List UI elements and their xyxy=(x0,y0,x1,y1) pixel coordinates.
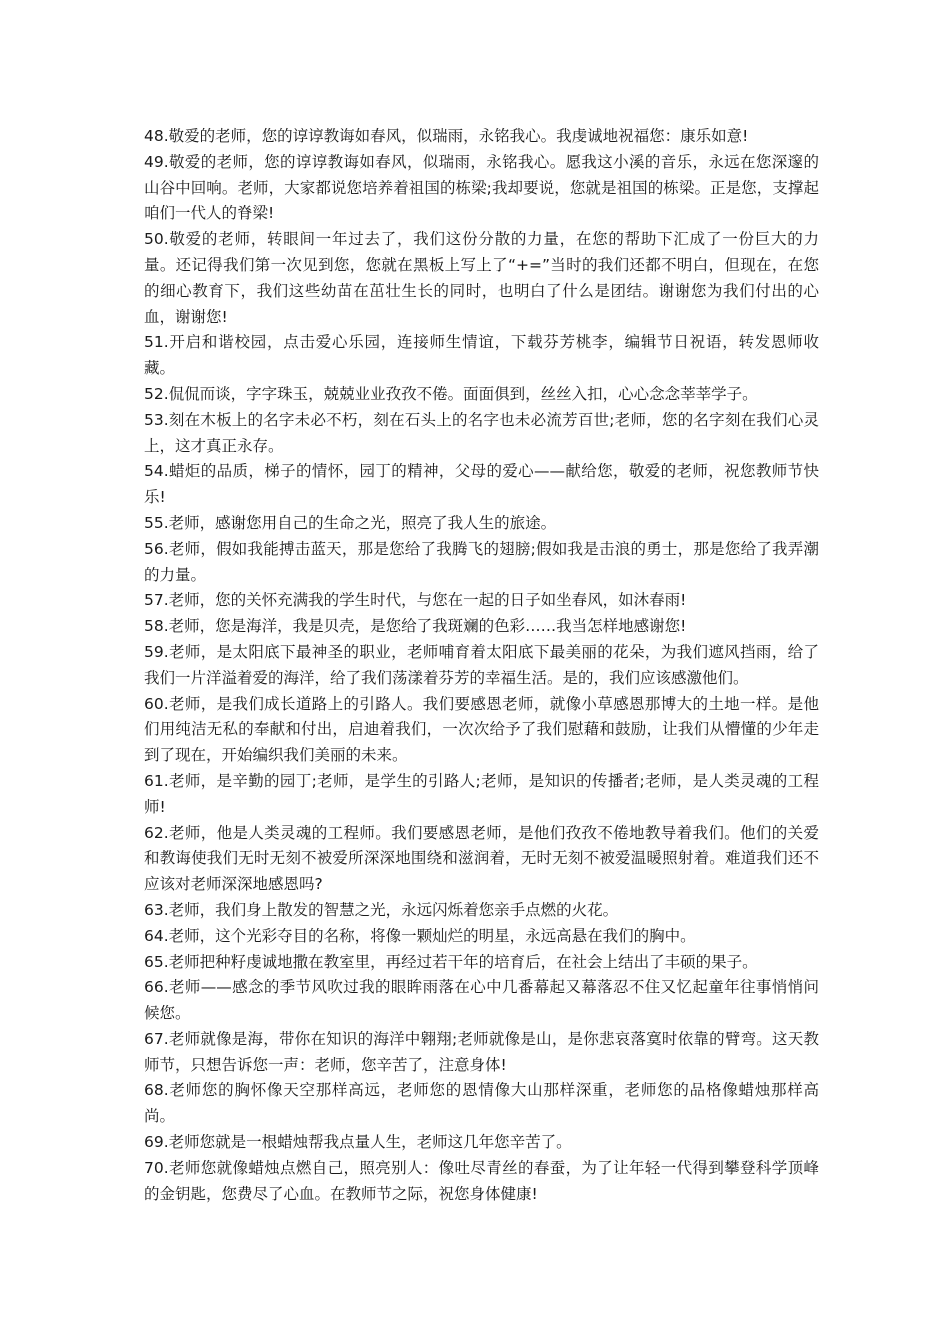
entry-55: 55.老师，感谢您用自己的生命之光，照亮了我人生的旅途。 xyxy=(144,513,557,532)
entry-63: 63.老师，我们身上散发的智慧之光，永远闪烁着您亲手点燃的火花。 xyxy=(144,900,619,919)
entry-70: 70.老师您就像蜡烛点燃自己，照亮别人：像吐尽青丝的春蚕，为了让年轻一代得到攀登科学顶峰的金钥匙，您费尽了心血。在教师节之际，祝您身体健康! xyxy=(144,1158,819,1203)
entry-69: 69.老师您就是一根蜡烛帮我点量人生，老师这几年您辛苦了。 xyxy=(144,1133,572,1152)
entry-53: 53.刻在木板上的名字未必不朽，刻在石头上的名字也未必流芳百世;老师，您的名字刻在我们心灵上，这才真正永存。 xyxy=(144,410,819,455)
entry-51: 51.开启和谐校园，点击爱心乐园，连接师生情谊，下载芬芳桃李，编辑节日祝语，转发恩师收藏。 xyxy=(144,333,819,378)
entry-64: 64.老师，这个光彩夺目的名称，将像一颗灿烂的明星，永远高悬在我们的胸中。 xyxy=(144,926,696,945)
document-body xyxy=(144,124,819,1207)
entry-57: 57.老师，您的关怀充满我的学生时代，与您在一起的日子如坐春风，如沐春雨! xyxy=(144,591,687,610)
entry-50: 50.敬爱的老师，转眼间一年过去了，我们这份分散的力量，在您的帮助下汇成了一份巨大的力量。还记得我们第一次见到您，您就在黑板上写上了“+=”当时的我们还都不明白，但现在，在您的细心教育下，我们这些幼苗在茁壮生长的同时，也明白了什么是团结。谢谢您为我们付出的心血，谢谢您! xyxy=(144,230,819,326)
entry-56: 56.老师，假如我能搏击蓝天，那是您给了我腾飞的翅膀;假如我是击浪的勇士，那是您给了我弄潮的力量。 xyxy=(144,539,819,584)
entry-54: 54.蜡炬的品质，梯子的情怀，园丁的精神，父母的爱心——献给您，敬爱的老师，祝您教师节快乐! xyxy=(144,462,819,507)
entry-59: 59.老师，是太阳底下最神圣的职业，老师哺育着太阳底下最美丽的花朵，为我们遮风挡雨，给了我们一片洋溢着爱的海洋，给了我们荡漾着芬芳的幸福生活。是的，我们应该感激他们。 xyxy=(144,642,819,687)
entry-67: 67.老师就像是海，带你在知识的海洋中翱翔;老师就像是山，是你悲哀落寞时依靠的臂弯。这天教师节，只想告诉您一声：老师，您辛苦了，注意身体! xyxy=(144,1029,819,1074)
entry-65: 65.老师把种籽虔诚地撒在教室里，再经过若干年的培育后，在社会上结出了丰硕的果子。 xyxy=(144,952,758,971)
entry-60: 60.老师，是我们成长道路上的引路人。我们要感恩老师，就像小草感恩那博大的土地一样。是他们用纯洁无私的奉献和付出，启迪着我们，一次次给予了我们慰藉和鼓励，让我们从懵懂的少年走到了现在，开始编织我们美丽的未来。 xyxy=(144,694,819,765)
entry-62: 62.老师，他是人类灵魂的工程师。我们要感恩老师，是他们孜孜不倦地教导着我们。他们的关爱和教诲使我们无时无刻不被爱所深深地围绕和滋润着，无时无刻不被爱温暖照射着。难道我们还不应该对老师深深地感恩吗? xyxy=(144,823,819,894)
entry-52: 52.侃侃而谈，字字珠玉，兢兢业业孜孜不倦。面面俱到，丝丝入扣，心心念念莘莘学子。 xyxy=(144,384,758,403)
entry-61: 61.老师，是辛勤的园丁;老师，是学生的引路人;老师，是知识的传播者;老师，是人类灵魂的工程师! xyxy=(144,771,819,816)
entry-49: 49.敬爱的老师，您的谆谆教诲如春风，似瑞雨，永铭我心。愿我这小溪的音乐，永远在您深邃的山谷中回响。老师，大家都说您培养着祖国的栋梁;我却要说，您就是祖国的栋梁。正是您，支撑起咱们一代人的脊梁! xyxy=(144,152,819,223)
entry-58: 58.老师，您是海洋，我是贝壳，是您给了我斑斓的色彩……我当怎样地感谢您! xyxy=(144,617,687,636)
entry-68: 68.老师您的胸怀像天空那样高远，老师您的恩情像大山那样深重，老师您的品格像蜡烛那样高尚。 xyxy=(144,1081,819,1126)
entry-66: 66.老师——感念的季节风吹过我的眼眸雨落在心中几番幕起又幕落忍不住又忆起童年往事悄悄问候您。 xyxy=(144,978,819,1023)
entry-48: 48.敬爱的老师，您的谆谆教诲如春风，似瑞雨，永铭我心。我虔诚地祝福您：康乐如意! xyxy=(144,127,749,145)
